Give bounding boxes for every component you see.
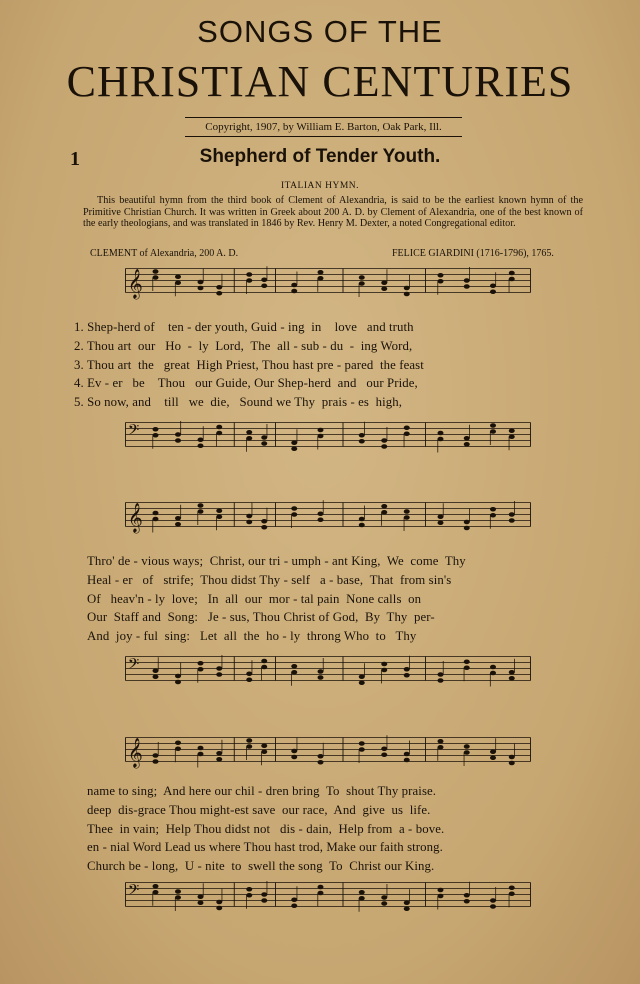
music-note-icon: [198, 444, 204, 449]
music-note-icon: [438, 273, 444, 278]
music-note-icon: [464, 899, 470, 904]
music-note-icon: [509, 435, 515, 440]
music-note-icon: [438, 279, 444, 284]
music-note-icon: [359, 281, 365, 286]
verse-line: 3. Thou art the great High Priest, Thou hast pre - pared the feast: [74, 358, 424, 372]
music-note-icon: [490, 665, 496, 670]
music-note-icon: [509, 518, 515, 523]
treble-staff-system-2: [58, 498, 598, 534]
music-note-icon: [490, 750, 496, 755]
music-note-icon: [318, 434, 324, 439]
verse-line: en - nial Word Lead us where Thou hast trod, Make our faith strong.: [87, 840, 443, 854]
music-note-icon: [404, 758, 410, 763]
music-note-icon: [216, 431, 222, 436]
divider-top: [185, 117, 462, 118]
music-note-icon: [464, 520, 470, 525]
music-note-icon: [175, 747, 181, 752]
verse-line: 5. So now, and till we die, Sound we Thy prais - es high,: [74, 395, 403, 409]
music-note-icon: [216, 751, 222, 756]
music-note-icon: [381, 668, 387, 673]
music-note-icon: [509, 761, 515, 766]
music-note-icon: [404, 901, 410, 906]
music-note-icon: [261, 278, 267, 283]
music-note-icon: [464, 436, 470, 441]
music-note-icon: [216, 425, 222, 430]
music-note-icon: [318, 669, 324, 674]
music-note-icon: [438, 521, 444, 526]
music-note-icon: [509, 512, 515, 517]
music-note-icon: [198, 901, 204, 906]
music-note-icon: [381, 504, 387, 509]
music-note-icon: [404, 432, 410, 437]
book-title-line1: SONGS OF THE: [197, 14, 443, 49]
music-note-icon: [490, 423, 496, 428]
music-note-icon: [216, 509, 222, 514]
book-title-line2: CHRISTIAN CENTURIES: [66, 57, 574, 106]
music-note-icon: [464, 750, 470, 755]
music-note-icon: [291, 755, 297, 760]
treble-staff-system-3: [58, 733, 598, 769]
music-note-icon: [490, 284, 496, 289]
music-note-icon: [246, 744, 252, 749]
music-note-icon: [464, 278, 470, 283]
music-note-icon: [359, 517, 365, 522]
music-note-icon: [291, 289, 297, 294]
verse-line: name to sing; And here our chil - dren bring To shout Thy praise.: [87, 784, 437, 798]
music-note-icon: [438, 745, 444, 750]
music-note-icon: [291, 441, 297, 446]
music-note-icon: [359, 747, 365, 752]
music-note-icon: [509, 886, 515, 891]
music-note-icon: [261, 665, 267, 670]
music-note-icon: [153, 884, 159, 889]
music-note-icon: [153, 753, 159, 758]
copyright-notice: Copyright, 1907, by William E. Barton, Oak Park, Ill.: [205, 121, 442, 133]
hymn-number: 1: [70, 148, 80, 170]
music-note-icon: [381, 438, 387, 443]
music-note-icon: [175, 674, 181, 679]
music-note-icon: [153, 511, 159, 516]
music-note-icon: [490, 756, 496, 761]
music-note-icon: [318, 512, 324, 517]
music-note-icon: [216, 291, 222, 296]
music-note-icon: [261, 435, 267, 440]
music-note-icon: [438, 894, 444, 899]
music-note-icon: [404, 752, 410, 757]
music-note-icon: [175, 895, 181, 900]
music-note-icon: [359, 275, 365, 280]
music-note-icon: [318, 754, 324, 759]
music-note-icon: [246, 278, 252, 283]
verse-line: 4. Ev - er be Thou our Guide, Our Shep-herd and our Pride,: [74, 376, 418, 390]
verse-line: 2. Thou art our Ho - ly Lord, The all - sub - du - ing Word,: [74, 339, 413, 353]
music-note-icon: [291, 447, 297, 452]
music-note-icon: [404, 426, 410, 431]
music-note-icon: [490, 898, 496, 903]
music-note-icon: [359, 675, 365, 680]
music-note-icon: [216, 672, 222, 677]
music-note-icon: [318, 760, 324, 765]
music-note-icon: [153, 517, 159, 522]
music-note-icon: [153, 675, 159, 680]
words-credit: CLEMENT of Alexandria, 200 A. D.: [90, 248, 239, 259]
music-note-icon: [198, 746, 204, 751]
music-note-icon: [175, 741, 181, 746]
music-note-icon: [291, 506, 297, 511]
music-note-icon: [490, 671, 496, 676]
divider-bottom: [185, 136, 462, 137]
music-note-icon: [261, 525, 267, 530]
music-note-icon: [464, 660, 470, 665]
music-note-icon: [198, 661, 204, 666]
music-note-icon: [359, 523, 365, 528]
music-note-icon: [175, 516, 181, 521]
music-note-icon: [216, 757, 222, 762]
music-note-icon: [153, 269, 159, 274]
music-note-icon: [291, 664, 297, 669]
music-note-icon: [509, 676, 515, 681]
hymn-origin: ITALIAN HYMN.: [280, 181, 360, 191]
music-note-icon: [261, 519, 267, 524]
music-note-icon: [198, 438, 204, 443]
music-note-icon: [291, 904, 297, 909]
hymn-title: Shepherd of Tender Youth.: [199, 146, 441, 167]
music-note-icon: [509, 277, 515, 282]
music-note-icon: [153, 890, 159, 895]
treble-clef-icon: 𝄞: [127, 268, 143, 299]
music-note-icon: [381, 753, 387, 758]
verse-line: Of heav'n - ly love; In all our mor - tal pain None calls on: [87, 592, 422, 606]
music-note-icon: [318, 428, 324, 433]
music-note-icon: [246, 520, 252, 525]
bass-staff-system-3: [58, 878, 598, 914]
music-note-icon: [381, 901, 387, 906]
verse-line: deep dis-grace Thou might-est save our race, And give us life.: [87, 803, 431, 817]
music-note-icon: [381, 895, 387, 900]
music-note-icon: [198, 667, 204, 672]
bass-clef-icon: 𝄢: [127, 881, 140, 903]
music-note-icon: [175, 889, 181, 894]
music-credit: FELICE GIARDINI (1716-1796), 1765.: [392, 248, 554, 259]
music-note-icon: [404, 907, 410, 912]
music-note-icon: [318, 276, 324, 281]
music-note-icon: [261, 750, 267, 755]
music-note-icon: [246, 887, 252, 892]
music-note-icon: [175, 522, 181, 527]
music-note-icon: [490, 290, 496, 295]
music-note-icon: [318, 675, 324, 680]
music-note-icon: [153, 427, 159, 432]
treble-clef-icon: 𝄞: [127, 737, 143, 768]
verse-line: 1. Shep-herd of ten - der youth, Guid - ing in love and truth: [74, 320, 414, 334]
music-note-icon: [198, 509, 204, 514]
music-note-icon: [291, 898, 297, 903]
music-note-icon: [318, 270, 324, 275]
music-note-icon: [404, 515, 410, 520]
music-note-icon: [175, 281, 181, 286]
music-note-icon: [464, 893, 470, 898]
music-note-icon: [509, 892, 515, 897]
music-note-icon: [359, 890, 365, 895]
music-note-icon: [291, 749, 297, 754]
music-note-icon: [175, 432, 181, 437]
music-note-icon: [153, 669, 159, 674]
music-note-icon: [153, 759, 159, 764]
music-note-icon: [490, 904, 496, 909]
music-note-icon: [404, 509, 410, 514]
music-note-icon: [490, 513, 496, 518]
music-note-icon: [509, 670, 515, 675]
music-note-icon: [175, 275, 181, 280]
hymn-intro: This beautiful hymn from the third book of Clement of Alexandria, is said to be the earliest known hymn of the Primitive Christian Church. It was written in Greek about 200 A. D. by Clement of Alexandria, one of the best known of the early theologians, and was translated in 1846 by Rev. Henry M. Dexter, a noted Congregational editor.: [83, 195, 583, 229]
music-note-icon: [261, 659, 267, 664]
music-note-icon: [359, 681, 365, 686]
bass-staff-system-1: [58, 418, 598, 454]
music-note-icon: [216, 666, 222, 671]
music-note-icon: [438, 431, 444, 436]
music-note-icon: [381, 510, 387, 515]
music-note-icon: [404, 673, 410, 678]
music-note-icon: [261, 744, 267, 749]
bass-clef-icon: 𝄢: [127, 421, 140, 443]
music-note-icon: [246, 738, 252, 743]
music-note-icon: [318, 885, 324, 890]
music-note-icon: [359, 741, 365, 746]
music-note-icon: [216, 285, 222, 290]
music-note-icon: [198, 503, 204, 508]
music-note-icon: [490, 429, 496, 434]
music-note-icon: [261, 441, 267, 446]
bass-clef-icon: 𝄢: [127, 655, 140, 677]
music-note-icon: [438, 515, 444, 520]
verse-line: Heal - er of strife; Thou didst Thy - self a - base, That from sin's: [87, 573, 452, 587]
music-note-icon: [261, 892, 267, 897]
music-note-icon: [490, 507, 496, 512]
music-note-icon: [359, 896, 365, 901]
music-note-icon: [381, 287, 387, 292]
music-note-icon: [246, 893, 252, 898]
music-note-icon: [464, 526, 470, 531]
verse-line: And joy - ful sing: Let all the ho - ly throng Who to Thy: [87, 629, 417, 643]
music-note-icon: [438, 437, 444, 442]
music-note-icon: [291, 512, 297, 517]
music-note-icon: [246, 430, 252, 435]
music-note-icon: [404, 667, 410, 672]
music-note-icon: [198, 895, 204, 900]
music-note-icon: [246, 672, 252, 677]
music-note-icon: [509, 755, 515, 760]
music-note-icon: [381, 747, 387, 752]
music-note-icon: [438, 888, 444, 893]
music-note-icon: [216, 515, 222, 520]
music-note-icon: [381, 662, 387, 667]
music-note-icon: [291, 670, 297, 675]
music-note-icon: [438, 672, 444, 677]
music-note-icon: [198, 752, 204, 757]
music-note-icon: [261, 898, 267, 903]
music-note-icon: [153, 433, 159, 438]
music-note-icon: [175, 438, 181, 443]
music-note-icon: [318, 891, 324, 896]
music-note-icon: [291, 283, 297, 288]
music-note-icon: [404, 292, 410, 297]
music-note-icon: [464, 284, 470, 289]
music-note-icon: [216, 900, 222, 905]
music-note-icon: [198, 280, 204, 285]
music-note-icon: [438, 739, 444, 744]
music-note-icon: [246, 272, 252, 277]
music-note-icon: [509, 429, 515, 434]
music-note-icon: [246, 436, 252, 441]
verse-line: Thro' de - vious ways; Christ, our tri - umph - ant King, We come Thy: [87, 554, 466, 568]
music-note-icon: [464, 666, 470, 671]
verse-line: Thee in vain; Help Thou didst not dis - dain, Help from a - bove.: [87, 822, 445, 836]
music-note-icon: [216, 906, 222, 911]
music-note-icon: [438, 678, 444, 683]
music-note-icon: [464, 442, 470, 447]
bass-staff-system-2: [58, 652, 598, 688]
music-note-icon: [359, 433, 365, 438]
music-note-icon: [246, 514, 252, 519]
music-note-icon: [261, 284, 267, 289]
music-note-icon: [381, 444, 387, 449]
music-note-icon: [464, 744, 470, 749]
music-note-icon: [246, 678, 252, 683]
music-note-icon: [318, 518, 324, 523]
music-note-icon: [153, 275, 159, 280]
music-note-icon: [404, 286, 410, 291]
treble-staff-system-1: [58, 264, 598, 300]
music-note-icon: [359, 439, 365, 444]
music-note-icon: [509, 271, 515, 276]
treble-clef-icon: 𝄞: [127, 502, 143, 533]
verse-line: Our Staff and Song: Je - sus, Thou Christ of God, By Thy per-: [87, 610, 435, 624]
music-note-icon: [381, 281, 387, 286]
music-note-icon: [175, 680, 181, 685]
verse-line: Church be - long, U - nite to swell the song To Christ our King.: [87, 859, 435, 873]
music-note-icon: [198, 286, 204, 291]
